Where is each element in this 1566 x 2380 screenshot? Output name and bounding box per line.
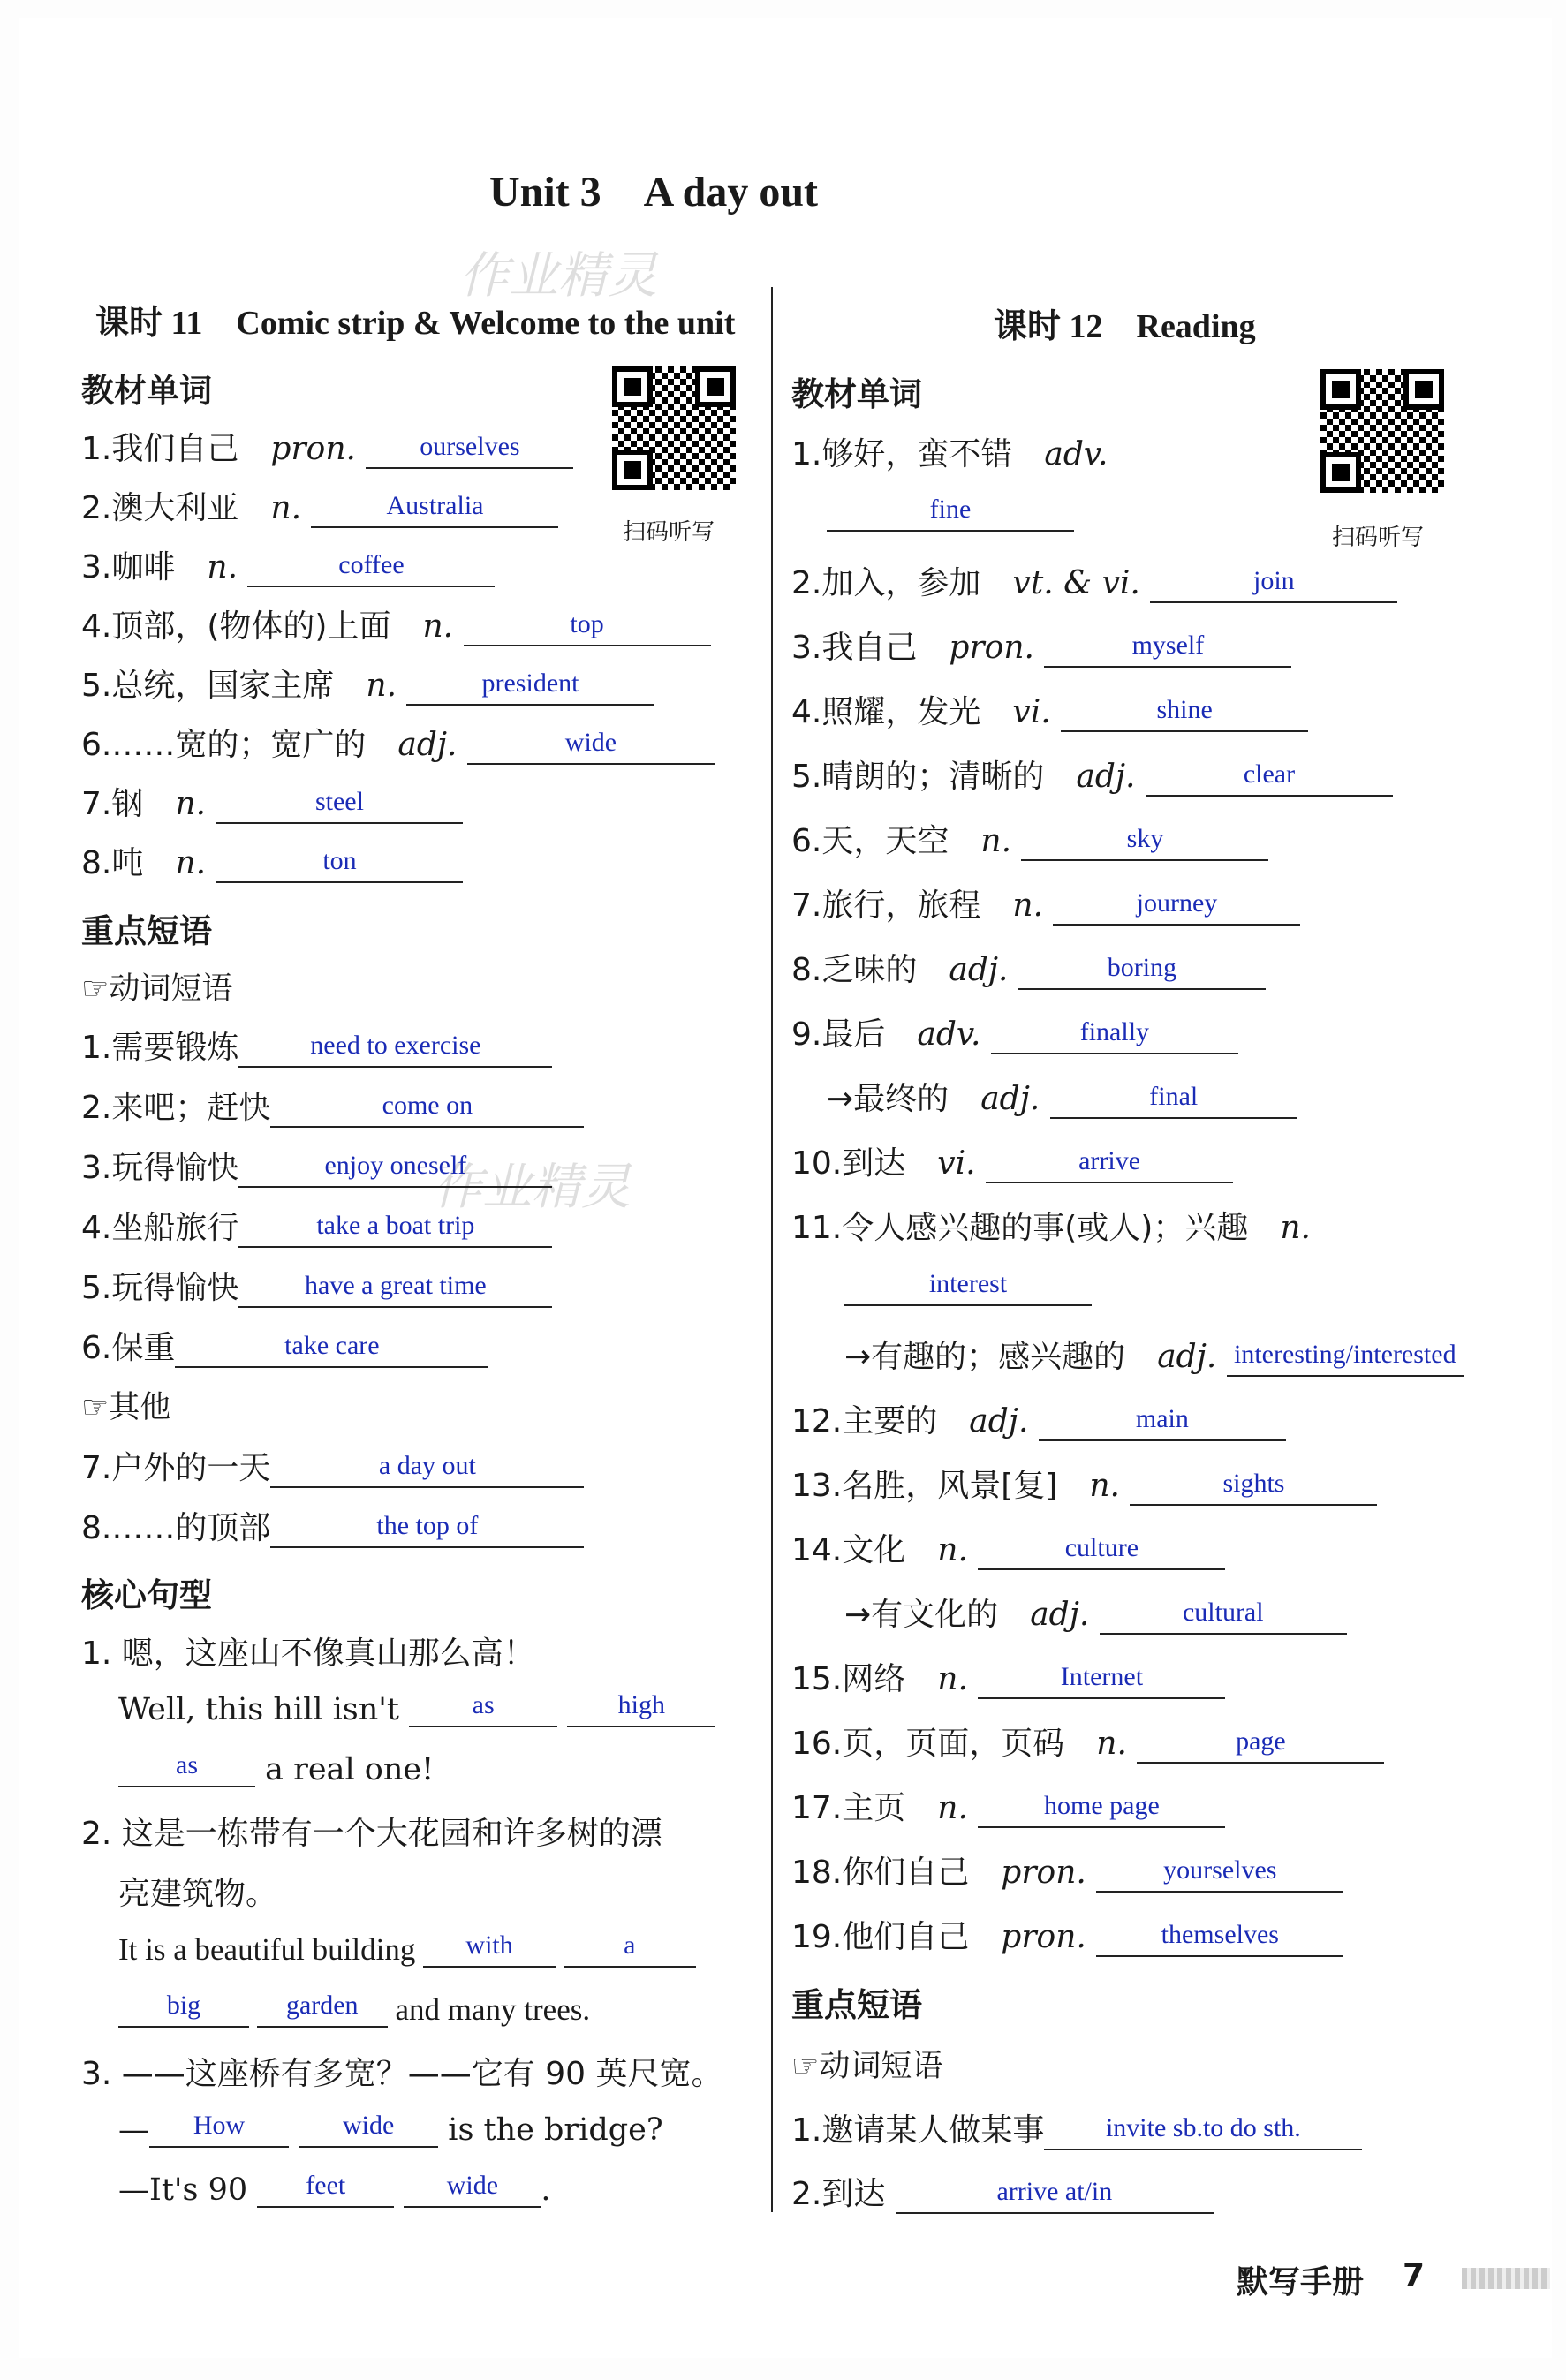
answer: arrive [1078,1146,1141,1175]
answer: top [570,609,604,638]
answer: need to exercise [310,1031,481,1060]
answer: a day out [378,1451,476,1480]
answer: fine [929,495,972,524]
answer: yourselves [1163,1855,1277,1885]
answer: president [481,669,579,698]
subsection-heading: ☞其他 [81,1390,171,1425]
sentence-en: big garden and many trees. [118,1989,590,2028]
answer: as [472,1690,495,1719]
word-item: 16.页，页面，页码 n. page [791,1719,1384,1764]
word-item: 14.文化 n. culture [791,1525,1225,1570]
answer: cultural [1182,1598,1264,1627]
sentence-cn: 亮建筑物。 [118,1876,278,1912]
answer: wide [564,728,617,757]
watermark: 作业精灵 [433,1159,631,1216]
sentence-cn: 1. 嗯，这座山不像真山那么高！ [81,1636,535,1672]
answer: interesting/interested [1233,1340,1456,1369]
word-item: 4.顶部，(物体的)上面 n. top [81,601,711,646]
qr-label: 扫码听写 [1332,525,1425,551]
word-item: 6.……宽的；宽广的 adj. wide [81,720,715,765]
answer: home page [1044,1791,1160,1820]
answer: high [617,1690,665,1719]
lesson-11-title: 课时 11 Comic strip & Welcome to the unit [95,305,736,342]
word-item: 15.网络 n. Internet [791,1654,1225,1699]
word-item: 19.他们自己 pron. themselves [791,1912,1343,1957]
answer: clear [1243,759,1296,789]
watermark: 作业精灵 [459,247,657,305]
answer: Internet [1060,1662,1144,1691]
answer: shine [1156,695,1213,724]
subsection-heading: ☞动词短语 [791,2049,943,2084]
qr-code-icon[interactable] [612,366,736,490]
section-heading: 重点短语 [791,1986,922,2024]
word-item: 1.够好，蛮不错 adv. [791,436,1108,472]
answer: come on [382,1091,473,1120]
word-item: 10.到达 vi. arrive [791,1138,1233,1183]
answer: How [193,2111,246,2140]
column-divider [771,287,773,2212]
qr-code-icon[interactable] [1320,369,1444,493]
phrase-item: 2.到达 arrive at/in [791,2169,1214,2214]
sentence-en: Well, this hill isn't as high [118,1689,715,1727]
answer: join [1252,566,1295,595]
word-item: 8.吨 n. ton [81,838,463,883]
answer: final [1149,1082,1199,1111]
lesson-12-title: 课时 12 Reading [994,308,1256,345]
section-heading: 教材单词 [81,372,212,410]
answer: boring [1107,953,1177,982]
word-item: →最终的 adj. final [827,1074,1297,1119]
word-item: 8.乏味的 adj. boring [791,945,1266,990]
word-item: →有趣的；感兴趣的 adj. interesting/interested [844,1332,1464,1377]
word-item: 6.天，天空 n. sky [791,816,1268,861]
answer: invite sb.to do sth. [1105,2113,1301,2142]
word-answer-line [844,1267,1092,1306]
answer: themselves [1161,1920,1279,1949]
answer: take care [284,1331,380,1360]
answer: have a great time [305,1271,487,1300]
footer-label: 默写手册 [1237,2264,1365,2301]
answer: ton [322,846,357,875]
phrase-item: 4.坐船旅行 take a boat trip [81,1203,552,1248]
word-item: 3.咖啡 n. coffee [81,542,495,587]
answer: a [624,1930,636,1960]
answer: arrive at/in [996,2177,1113,2206]
word-item: 9.最后 adv. finally [791,1009,1238,1054]
answer: enjoy oneself [324,1151,467,1180]
phrase-item: 3.玩得愉快 enjoy oneself [81,1143,552,1188]
answer: myself [1131,631,1205,660]
word-item: →有文化的 adj. cultural [844,1590,1347,1635]
word-item: 7.旅行，旅程 n. journey [791,880,1300,926]
answer: page [1236,1726,1286,1756]
qr-label: 扫码听写 [623,519,715,546]
phrase-item: 8.……的顶部 the top of [81,1503,584,1548]
answer: the top of [376,1511,479,1540]
section-heading: 教材单词 [791,375,922,413]
answer: steel [314,787,364,816]
section-heading: 核心句型 [81,1576,212,1614]
word-item: 7.钢 n. steel [81,779,463,824]
phrase-item: 5.玩得愉快 have a great time [81,1263,552,1308]
phrase-item: 2.来吧；赶快 come on [81,1083,584,1128]
answer: sights [1222,1469,1285,1498]
phrase-item: 1.需要锻炼 need to exercise [81,1023,552,1068]
answer: ourselves [420,432,520,461]
phrase-item: 1.邀请某人做某事 invite sb.to do sth. [791,2105,1362,2150]
word-item: 13.名胜，风景[复] n. sights [791,1461,1377,1506]
page-number: 7 [1403,2257,1426,2293]
answer: interest [928,1269,1008,1298]
sentence-cn: 2. 这是一栋带有一个大花园和许多树的漂 [81,1816,662,1852]
phrase-item: 6.保重 take care [81,1323,488,1368]
word-item: 5.总统，国家主席 n. president [81,661,654,706]
answer: big [166,1991,201,2020]
answer: as [176,1750,198,1779]
word-item: 4.照耀，发光 vi. shine [791,687,1308,732]
word-item: 17.主页 n. home page [791,1783,1225,1828]
decorative-strip [1462,2268,1550,2289]
answer: finally [1079,1017,1150,1046]
phrase-item: 7.户外的一天 a day out [81,1443,584,1488]
sentence-en: —It's 90 feet wide . [118,2171,551,2208]
sentence-en: as a real one! [118,1749,434,1787]
answer: with [465,1930,513,1960]
answer: wide [342,2111,395,2140]
section-heading: 重点短语 [81,912,212,950]
word-answer-line [827,493,1074,532]
word-item: 3.我自己 pron. myself [791,623,1291,668]
answer: take a boat trip [316,1211,475,1240]
answer: culture [1064,1533,1139,1562]
answer: sky [1126,824,1164,853]
answer: garden [285,1991,359,2020]
word-item: 18.你们自己 pron. yourselves [791,1847,1343,1893]
answer: wide [446,2171,499,2200]
answer: journey [1136,888,1218,918]
word-item: 2.加入，参加 vt. & vi. join [791,558,1397,603]
word-item: 12.主要的 adj. main [791,1396,1286,1441]
sentence-en: It is a beautiful building with a [118,1929,696,1968]
word-item: 5.晴朗的；清晰的 adj. clear [791,752,1393,797]
word-item: 1.我们自己 pron. ourselves [81,424,573,469]
subsection-heading: ☞动词短语 [81,971,233,1007]
answer: Australia [386,491,484,520]
word-item: 2.澳大利亚 n. Australia [81,483,558,528]
answer: coffee [338,550,405,579]
sentence-en: — How wide is the bridge? [118,2111,663,2148]
answer: main [1135,1404,1189,1433]
answer: feet [306,2171,346,2200]
word-item: 11.令人感兴趣的事(或人)；兴趣 n. [791,1210,1312,1246]
sentence-cn: 3. ——这座桥有多宽？——它有 90 英尺宽。 [81,2056,723,2092]
page-title: Unit 3 A day out [488,169,819,215]
